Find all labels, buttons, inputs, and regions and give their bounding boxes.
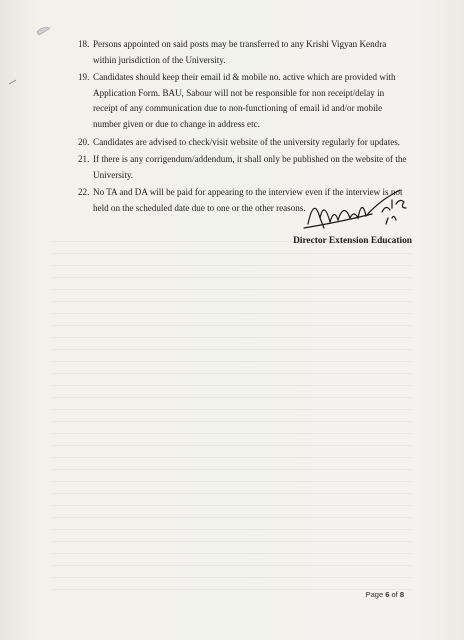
punch-hole-icon	[36, 24, 52, 38]
clause-text	[93, 37, 410, 68]
clause-number: 22.	[78, 187, 90, 198]
clause-19	[78, 70, 410, 132]
clause-line: number given or due to change in address etc.	[93, 118, 260, 129]
page-label: Page	[365, 590, 386, 599]
clause-line: within jurisdiction of the University.	[93, 54, 226, 65]
page-number	[366, 590, 404, 599]
clause-line: receipt of any communication due to non-functioning of email id and/or mobile	[93, 103, 383, 114]
clause-number: 21.	[78, 154, 90, 165]
total-pages: 8	[399, 590, 404, 599]
clause-line: University.	[93, 169, 134, 180]
clause-line: Candidates are advised to check/visit website of the university regularly for updates.	[93, 136, 401, 147]
page-of-label: of	[389, 590, 400, 599]
clause-number: 18.	[78, 39, 90, 49]
signatory-title: Director Extension Education	[293, 236, 412, 246]
clause-line: If there is any corrigendum/addendum, it shall only be published on the website of the	[93, 154, 407, 165]
clause-number: 20.	[78, 136, 90, 147]
handwritten-signature-icon	[300, 178, 412, 238]
current-page: 6	[385, 590, 390, 599]
clause-text	[93, 70, 410, 132]
clause-20	[78, 135, 410, 151]
clause-number: 19.	[78, 72, 90, 83]
clause-line: held on the scheduled date due to one or the other reasons.	[93, 202, 306, 213]
clause-text	[93, 135, 410, 151]
clause-line: Candidates should keep their email id & mobile no. active which are provided with	[93, 72, 396, 83]
clause-line: Application Form. BAU, Sabour will not be responsible for non receipt/delay in	[93, 87, 385, 98]
clause-line: No TA and DA will be paid for appearing to the interview even if the interview is not	[93, 187, 403, 198]
clause-line: Persons appointed on said posts may be transferred to any Krishi Vigyan Kendra	[93, 39, 387, 49]
margin-mark-icon	[8, 78, 18, 86]
clause-18	[78, 37, 410, 68]
reverse-side-bleed-through	[52, 230, 412, 590]
